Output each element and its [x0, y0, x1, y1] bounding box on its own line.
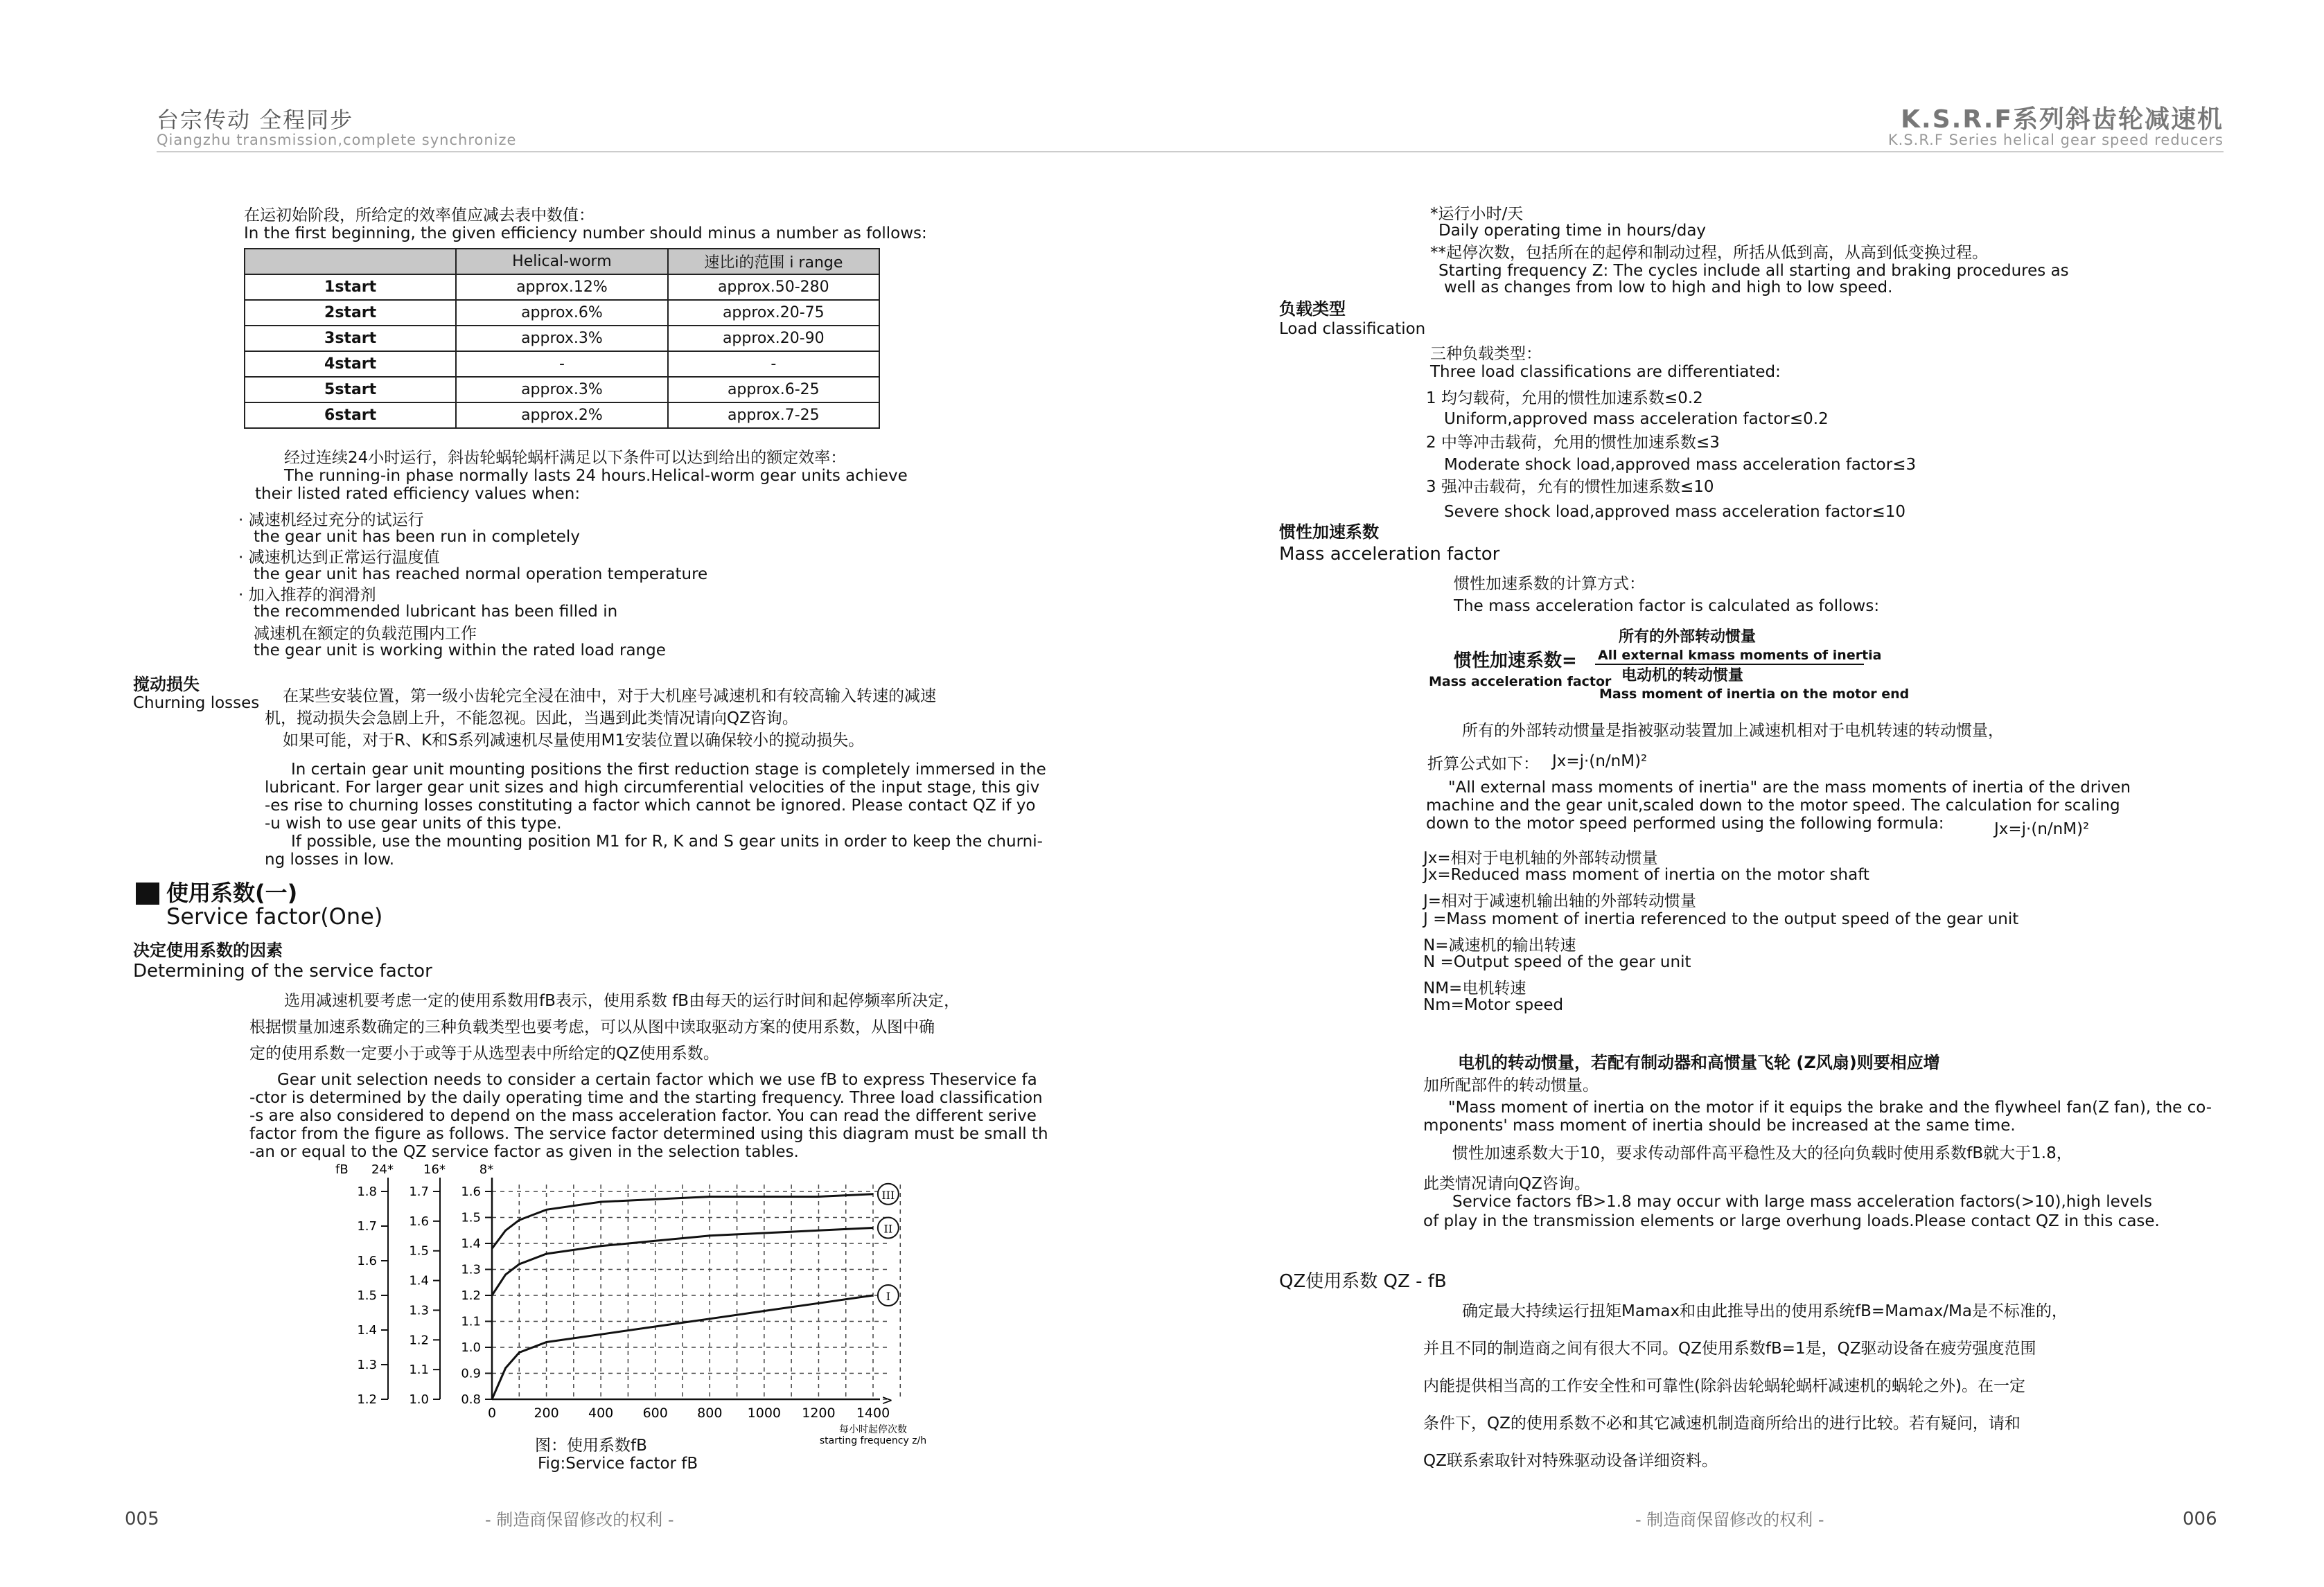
bullet-en: the gear unit has reached normal operation temperature — [254, 565, 708, 583]
table-cell: - — [668, 351, 879, 377]
y-tick-label: 1.1 — [461, 1314, 481, 1329]
churn-en: lubricant. For larger gear unit sizes and high circumferential velocities of the input stage, this giv — [265, 779, 1040, 797]
table-row — [245, 274, 879, 300]
runin-en-1: The running-in phase normally lasts 24 hours.Helical-worm gear units achieve — [284, 467, 908, 485]
bullet-cn: 减速机在额定的负载范围内工作 — [254, 625, 477, 643]
y-tick-label: 1.8 — [357, 1185, 377, 1199]
formula-denominator-en: Mass moment of inertia on the motor end — [1599, 686, 1910, 702]
calc-cn: 惯性加速系数的计算方式： — [1454, 575, 1645, 593]
y-tick-label: 1.3 — [409, 1303, 429, 1318]
table-cell: - — [456, 351, 667, 377]
intro-en: In the first beginning, the given efficiency number should minus a number as follows: — [244, 224, 927, 242]
determining-title-en: Determining of the service factor — [133, 961, 432, 982]
y-tick-label: 1.7 — [357, 1219, 377, 1234]
header-brand-cn: 台宗传动 全程同步 — [157, 107, 354, 133]
intro-cn: 在运初始阶段，所给定的效率值应减去表中数值： — [244, 206, 595, 224]
external-cn-1: 所有的外部转动惯量是指被驱动装置加上减速机相对于电机转速的转动惯量， — [1462, 722, 2004, 740]
external-cn-2: 折算公式如下： — [1427, 755, 1539, 773]
table-row-label: 6start — [245, 402, 456, 428]
bullet-en: the gear unit is working within the rated load range — [254, 641, 666, 659]
maf-title-en: Mass acceleration factor — [1279, 544, 1500, 565]
x-axis-arrow: > — [881, 1392, 893, 1408]
brake-cn-2: 加所配部件的转动惯量。 — [1423, 1076, 1599, 1094]
header-rule — [157, 151, 2224, 152]
runin-cn: 经过连续24小时运行，斜齿轮蜗轮蜗杆满足以下条件可以达到给出的额定效率： — [284, 449, 847, 467]
formula-denominator-cn: 电动机的转动惯量 — [1621, 667, 1744, 684]
page-number-left: 005 — [125, 1509, 159, 1530]
formula-lhs-en: Mass acceleration factor — [1429, 674, 1612, 689]
y-tick-label: 1.5 — [461, 1210, 481, 1225]
churn-title-en: Churning losses — [133, 694, 260, 712]
x-tick-label: 1000 — [747, 1406, 782, 1421]
x-tick-label: 600 — [642, 1406, 668, 1421]
external-en: machine and the gear unit,scaled down to the motor speed. The calculation for scaling — [1426, 797, 2120, 815]
bullet-cn: · 减速机达到正常运行温度值 — [238, 549, 440, 567]
formula-numerator-en: All external kmass moments of inertia — [1598, 648, 1882, 663]
definition-cn: NM=电机转速 — [1423, 979, 1526, 998]
section-marker-icon — [136, 883, 159, 905]
external-en: down to the motor speed performed using the following formula: — [1426, 815, 1944, 833]
table-header: 速比i的范围 i range — [668, 249, 879, 274]
y-scale-header: 16* — [423, 1162, 446, 1177]
bullet-en: the gear unit has been run in completely — [254, 528, 580, 546]
x-tick-label: 400 — [588, 1406, 614, 1421]
load-title-cn: 负载类型 — [1279, 299, 1346, 319]
hours-en: Daily operating time in hours/day — [1438, 222, 1707, 240]
formula-numerator-cn: 所有的外部转动惯量 — [1619, 628, 1757, 646]
maf10-en-2: of play in the transmission elements or large overhung loads.Please contact QZ in this case. — [1423, 1212, 2160, 1230]
definition-en: N =Output speed of the gear unit — [1423, 953, 1691, 971]
starts-cn: **起停次数，包括所在的起停和制动过程，所括从低到高，从高到低变换过程。 — [1430, 244, 1988, 262]
x-tick-label: 800 — [697, 1406, 723, 1421]
determining-en: -an or equal to the QZ service factor as given in the selection tables. — [249, 1143, 799, 1161]
definition-cn: N=减速机的输出转速 — [1423, 937, 1576, 955]
y-tick-label: 1.2 — [461, 1288, 481, 1303]
maf10-en-1: Service factors fB>1.8 may occur with large mass acceleration factors(>10),high levels — [1452, 1193, 2152, 1211]
header-brand-en: Qiangzhu transmission,complete synchronize — [157, 132, 517, 148]
load-item-cn: 3 强冲击载荷，允有的惯性加速系数≤10 — [1426, 478, 1714, 496]
brake-en-1: "Mass moment of inertia on the motor if it equips the brake and the flywheel fan(Z fan), the co- — [1448, 1099, 2212, 1117]
table-header: Helical-worm — [456, 249, 667, 274]
y-tick-label: 0.9 — [461, 1366, 481, 1381]
table-cell: approx.3% — [456, 377, 667, 402]
y-tick-label: 0.8 — [461, 1392, 481, 1407]
definition-cn: Jx=相对于电机轴的外部转动惯量 — [1423, 849, 1658, 867]
churn-cn-1: 在某些安装位置，第一级小齿轮完全浸在油中，对于大机座号减速机和有较高输入转速的减速 — [283, 687, 936, 705]
y-tick-label: 1.6 — [357, 1254, 377, 1268]
determining-en: Gear unit selection needs to consider a certain factor which we use fB to express Theservice fa — [277, 1071, 1037, 1089]
qz-paragraph-line: QZ联系索取针对特殊驱动设备详细资料。 — [1423, 1452, 1718, 1470]
series-label: I — [886, 1290, 891, 1303]
load-title-en: Load classification — [1279, 320, 1426, 338]
maf10-cn-2: 此类情况请向QZ咨询。 — [1423, 1175, 1590, 1193]
y-tick-label: 1.6 — [461, 1185, 481, 1199]
table-cell: approx.20-75 — [668, 300, 879, 326]
header-series-cn: K.S.R.F系列斜齿轮减速机 — [1901, 105, 2224, 134]
table-row — [245, 377, 879, 402]
y-tick-label: 1.2 — [357, 1392, 377, 1407]
hours-cn: *运行小时/天 — [1430, 205, 1524, 223]
qz-title: QZ使用系数 QZ - fB — [1279, 1271, 1447, 1292]
x-axis-label-en: starting frequency z/h — [819, 1435, 927, 1446]
jx-formula: Jx=j·(n/nM)² — [1552, 752, 1648, 770]
load-item-en: Moderate shock load,approved mass acceleration factor≤3 — [1444, 456, 1917, 474]
table-row — [245, 326, 879, 351]
table-header-row — [245, 249, 879, 274]
y-tick-label: 1.5 — [357, 1288, 377, 1303]
series-label: II — [883, 1222, 893, 1236]
churn-cn-2: 机，搅动损失会急剧上升，不能忽视。因此，当遇到此类情况请向QZ咨询。 — [265, 709, 798, 727]
y-tick-label: 1.4 — [357, 1323, 377, 1338]
table-row-label: 2start — [245, 300, 456, 326]
table-cell: approx.7-25 — [668, 402, 879, 428]
determining-en: factor from the figure as follows. The service factor determined using this diagram must be small th — [249, 1125, 1048, 1143]
table-cell: approx.3% — [456, 326, 667, 351]
table-cell: approx.12% — [456, 274, 667, 300]
service-factor-title-cn: 使用系数(一) — [166, 880, 298, 906]
load-item-cn: 2 中等冲击载荷，允用的惯性加速系数≤3 — [1426, 434, 1720, 452]
determining-en: -s are also considered to depend on the mass acceleration factor. You can read the different serive — [249, 1107, 1037, 1125]
determining-cn: 选用减速机要考虑一定的使用系数用fB表示，使用系数 fB由每天的运行时间和起停频率所决定， — [284, 992, 960, 1010]
footer-right: - 制造商保留修改的权利 - — [1635, 1510, 1824, 1530]
y-tick-label: 1.2 — [409, 1333, 429, 1348]
load-item-en: Uniform,approved mass acceleration factor≤0.2 — [1444, 410, 1829, 428]
brake-en-2: mponents' mass moment of inertia should be increased at the same time. — [1423, 1117, 2016, 1135]
x-tick-label: 1400 — [856, 1406, 890, 1421]
table-row-label: 1start — [245, 274, 456, 300]
bullet-en: the recommended lubricant has been filled in — [254, 603, 618, 621]
x-tick-label: 1200 — [802, 1406, 836, 1421]
determining-cn: 根据惯量加速系数确定的三种负载类型也要考虑，可以从图中读取驱动方案的使用系数，从图中确 — [249, 1018, 935, 1036]
starts-en-1: Starting frequency Z: The cycles include all starting and braking procedures as — [1438, 262, 2069, 280]
y-tick-label: 1.0 — [409, 1392, 429, 1407]
y-tick-label: 1.3 — [461, 1262, 481, 1277]
calc-en: The mass acceleration factor is calculated as follows: — [1454, 597, 1880, 615]
churn-en: ng losses in low. — [265, 851, 395, 869]
y-tick-label: 1.3 — [357, 1358, 377, 1372]
determining-en: -ctor is determined by the daily operating time and the starting frequency. Three load classification — [249, 1089, 1043, 1107]
load-intro-cn: 三种负载类型： — [1430, 345, 1542, 363]
x-tick-label: 0 — [487, 1406, 497, 1421]
table-row — [245, 402, 879, 428]
y-scale-header: 24* — [371, 1162, 394, 1177]
y-tick-label: 1.5 — [409, 1243, 429, 1259]
x-axis-label-cn: 每小时起停次数 — [839, 1424, 907, 1435]
header-series-en: K.S.R.F Series helical gear speed reducers — [1887, 132, 2224, 148]
table-row-label: 3start — [245, 326, 456, 351]
figure-caption-cn: 图：使用系数fB — [535, 1437, 647, 1455]
table-row-label: 4start — [245, 351, 456, 377]
table-row — [245, 300, 879, 326]
maf-title-cn: 惯性加速系数 — [1279, 522, 1379, 542]
definition-en: J =Mass moment of inertia referenced to the output speed of the gear unit — [1423, 910, 2019, 928]
churn-title-cn: 搅动损失 — [133, 675, 200, 694]
load-intro-en: Three load classifications are differentiated: — [1430, 363, 1781, 381]
load-item-en: Severe shock load,approved mass acceleration factor≤10 — [1444, 503, 1905, 521]
y-tick-label: 1.4 — [461, 1236, 481, 1251]
table-cell: approx.50-280 — [668, 274, 879, 300]
determining-cn: 定的使用系数一定要小于或等于从选型表中所给定的QZ使用系数。 — [249, 1045, 719, 1063]
table-cell: approx.6% — [456, 300, 667, 326]
table-header — [245, 249, 456, 274]
y-scale-header: 8* — [479, 1162, 494, 1177]
formula-lhs-cn: 惯性加速系数= — [1454, 650, 1577, 671]
table-row — [245, 351, 879, 377]
series-label: III — [881, 1188, 895, 1202]
determining-title-cn: 决定使用系数的因素 — [133, 941, 283, 960]
y-tick-label: 1.1 — [409, 1363, 429, 1378]
maf10-cn-1: 惯性加速系数大于10，要求传动部件高平稳性及大的径向负载时使用系数fB就大于1.8， — [1452, 1144, 2072, 1162]
runin-en-2: their listed rated efficiency values when: — [255, 485, 581, 503]
qz-paragraph-line: 条件下，QZ的使用系数不必和其它减速机制造商所给出的进行比较。若有疑问，请和 — [1423, 1415, 2021, 1433]
table-cell: approx.20-90 — [668, 326, 879, 351]
x-tick-label: 200 — [534, 1406, 559, 1421]
y-tick-label: 1.4 — [409, 1273, 429, 1288]
service-factor-chart — [326, 1162, 927, 1455]
load-item-cn: 1 均匀载荷，允用的惯性加速系数≤0.2 — [1426, 389, 1703, 407]
bullet-cn: · 加入推荐的润滑剂 — [238, 586, 376, 604]
y-tick-label: 1.0 — [461, 1340, 481, 1355]
qz-paragraph-line: 确定最大持续运行扭矩Mamax和由此推导出的使用系统fB=Mamax/Ma是不标准的， — [1462, 1302, 2068, 1320]
qz-paragraph-line: 并且不同的制造商之间有很大不同。QZ使用系数fB=1是，QZ驱动设备在疲劳强度范围 — [1423, 1340, 2036, 1358]
y-tick-label: 1.7 — [409, 1185, 429, 1199]
definition-en: Jx=Reduced mass moment of inertia on the motor shaft — [1423, 866, 1869, 884]
formula-fraction-bar — [1595, 664, 1864, 665]
starts-en-2: well as changes from low to high and high to low speed. — [1444, 278, 1893, 296]
churn-en: If possible, use the mounting position M1 for R, K and S gear units in order to keep the churni- — [291, 833, 1043, 851]
y-axis-label: fB — [335, 1162, 349, 1177]
figure-caption-en: Fig:Service factor fB — [538, 1455, 698, 1473]
churn-cn-3: 如果可能，对于R、K和S系列减速机尽量使用M1安装位置以确保较小的搅动损失。 — [283, 732, 865, 750]
definition-cn: J=相对于减速机输出轴的外部转动惯量 — [1423, 892, 1697, 910]
y-tick-label: 1.6 — [409, 1214, 429, 1229]
qz-paragraph-line: 内能提供相当高的工作安全性和可靠性(除斜齿轮蜗轮蜗杆减速机的蜗轮之外)。在一定 — [1423, 1377, 2025, 1395]
table-cell: approx.2% — [456, 402, 667, 428]
definition-en: Nm=Motor speed — [1423, 996, 1564, 1014]
brake-cn-1: 电机的转动惯量，若配有制动器和高惯量飞轮 (Z风扇)则要相应增 — [1458, 1053, 1940, 1072]
churn-en: -es rise to churning losses constituting a factor which cannot be ignored. Please contact QZ if yo — [265, 797, 1036, 815]
external-en: "All external mass moments of inertia" are the mass moments of inertia of the driven — [1448, 779, 2131, 797]
efficiency-table — [244, 248, 880, 429]
churn-en: -u wish to use gear units of this type. — [265, 815, 562, 833]
service-factor-title-en: Service factor(One) — [166, 903, 383, 930]
churn-en: In certain gear unit mounting positions the first reduction stage is completely immersed in the — [291, 761, 1046, 779]
bullet-cn: · 减速机经过充分的试运行 — [238, 511, 424, 529]
jx-formula-2: Jx=j·(n/nM)² — [1994, 820, 2090, 838]
table-row-label: 5start — [245, 377, 456, 402]
footer-left: - 制造商保留修改的权利 - — [485, 1510, 674, 1530]
table-cell: approx.6-25 — [668, 377, 879, 402]
page-number-right: 006 — [2183, 1509, 2217, 1530]
